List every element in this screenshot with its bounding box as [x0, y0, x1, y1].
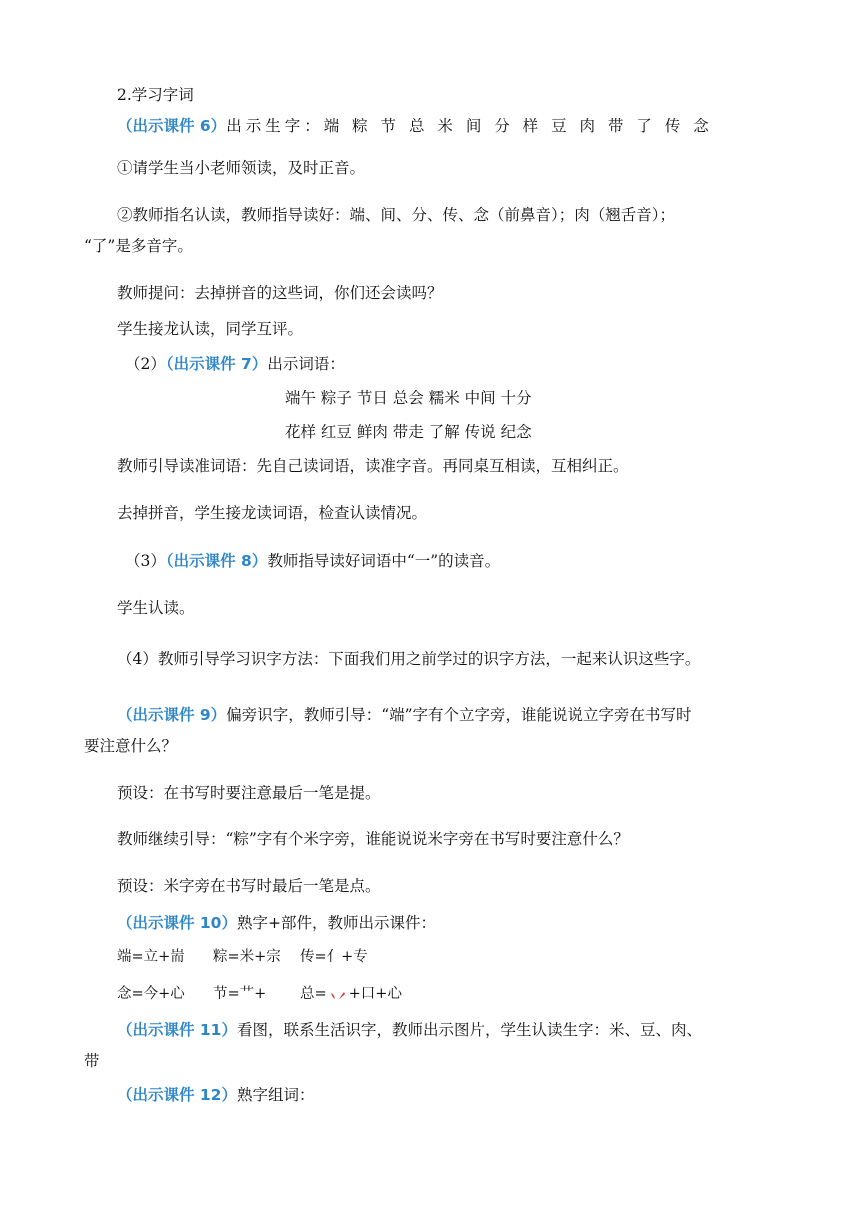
word-list-row: 端午 粽子 节日 总会 糯米 中间 十分: [285, 389, 532, 407]
paragraph: ①请学生当小老师领读，及时正音。: [117, 159, 366, 177]
courseware-11-line: [117, 1020, 702, 1040]
paragraph: 带: [84, 1052, 100, 1070]
word-list-row: 花样 红豆 鲜肉 带走 了解 传说 纪念: [285, 423, 532, 441]
item-text: 熟字+部件，教师出示课件：: [236, 914, 436, 932]
formula: 粽=米+宗: [213, 949, 281, 965]
formula: 总=: [300, 986, 327, 1002]
formula-row: [117, 984, 402, 1004]
paragraph: 教师继续引导：“粽”字有个米字旁，谁能说说米字旁在书写时要注意什么？: [117, 830, 629, 848]
courseware-tag: （出示课件 7）: [165, 355, 268, 373]
item-number: （2）: [125, 355, 166, 373]
paragraph: 学生认读。: [117, 599, 195, 617]
formula: 传=亻+专: [300, 949, 368, 965]
formula-row: [117, 947, 368, 967]
item-text: 熟字组词：: [236, 1086, 315, 1104]
courseware-6-line: [117, 116, 713, 136]
paragraph: “了”是多音字。: [84, 237, 193, 255]
section-title: 2.学习字词: [117, 86, 194, 104]
courseware-tag: （出示课件 9）: [117, 706, 227, 724]
paragraph: ②教师指名认读，教师指导读好：端、间、分、传、念（前鼻音）；肉（翘舌音）；: [117, 206, 676, 224]
paragraph: 预设：米字旁在书写时最后一笔是点。: [117, 877, 381, 895]
paragraph: 预设：在书写时要注意最后一笔是提。: [117, 784, 381, 802]
new-characters-text: 出示生字：端 粽 节 总 米 间 分 样 豆 肉 带 了 传 念: [226, 117, 713, 135]
paragraph: 学生接龙认读，同学互评。: [117, 320, 304, 338]
item-text: 看图，联系生活识字，教师出示图片，学生认读生字：米、豆、肉、: [236, 1021, 702, 1039]
item-text: 出示词语：: [267, 355, 345, 373]
courseware-tag: （出示课件 12）: [117, 1086, 237, 1104]
paragraph: 教师引导读准词语：先自己读词语，读准字音。再同桌互相读，互相纠正。: [117, 457, 629, 475]
item-text: 偏旁识字，教师引导：“端”字有个立字旁，谁能说说立字旁在书写时: [226, 706, 692, 724]
courseware-8-line: [125, 551, 500, 571]
courseware-tag: （出示课件 10）: [117, 914, 237, 932]
courseware-9-line: [117, 705, 692, 725]
courseware-tag: （出示课件 8）: [165, 552, 268, 570]
formula: +口+心: [348, 986, 402, 1002]
courseware-tag: （出示课件 6）: [117, 117, 227, 135]
paragraph: 教师提问：去掉拼音的这些词，你们还会读吗？: [117, 284, 443, 302]
paragraph: 要注意什么？: [84, 737, 178, 755]
item-number: （3）: [125, 552, 166, 570]
courseware-12-line: [117, 1085, 314, 1105]
paragraph: 去掉拼音，学生接龙读词语，检查认读情况。: [117, 504, 428, 522]
courseware-tag: （出示课件 11）: [117, 1021, 237, 1039]
courseware-10-line: [117, 913, 436, 933]
formula: 念=今+心: [117, 986, 185, 1002]
item-text: 教师指导读好词语中“一”的读音。: [267, 552, 501, 570]
courseware-7-line: [125, 354, 345, 374]
dot-strokes-icon: [327, 984, 349, 1004]
formula: 节=艹+: [213, 986, 267, 1002]
formula: 端=立+耑: [117, 949, 185, 965]
item-4-text: （4）教师引导学习识字方法：下面我们用之前学过的识字方法，一起来认识这些字。: [117, 650, 701, 668]
